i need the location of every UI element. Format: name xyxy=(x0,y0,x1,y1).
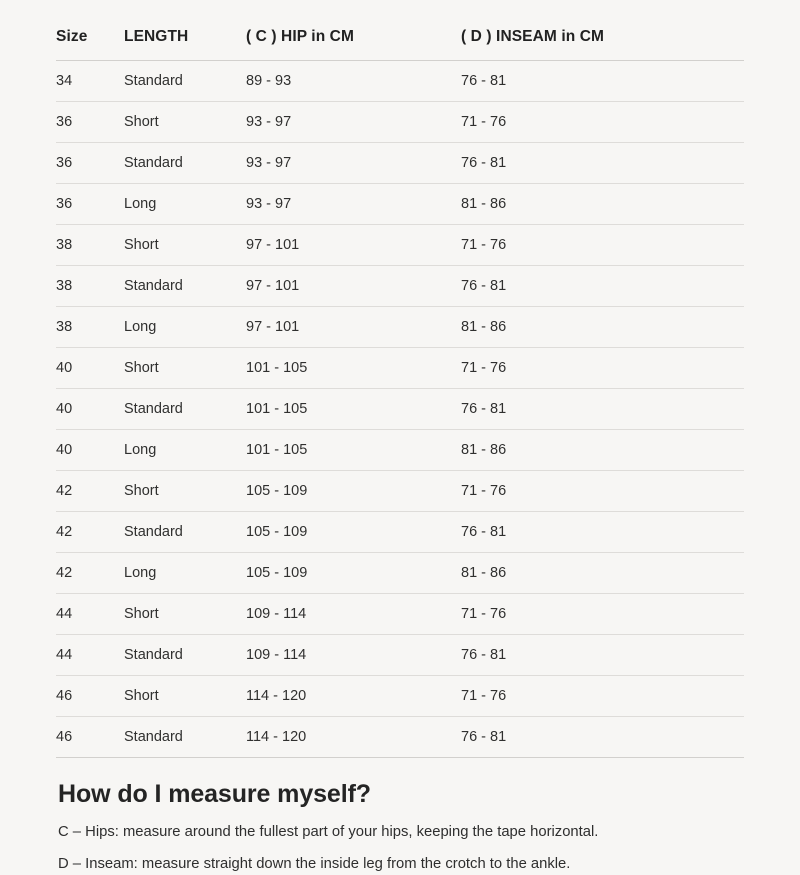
cell-size: 36 xyxy=(56,184,124,225)
table-row xyxy=(56,430,744,471)
column-header-length: LENGTH xyxy=(124,18,246,61)
column-header-size: Size xyxy=(56,18,124,61)
cell-hip: 114 - 120 xyxy=(246,676,461,717)
cell-inseam: 76 - 81 xyxy=(461,143,744,184)
table-header-row xyxy=(56,18,744,61)
cell-inseam: 71 - 76 xyxy=(461,471,744,512)
cell-hip: 89 - 93 xyxy=(246,61,461,102)
cell-inseam: 76 - 81 xyxy=(461,512,744,553)
table-row xyxy=(56,717,744,758)
cell-inseam: 71 - 76 xyxy=(461,594,744,635)
table-header xyxy=(56,18,744,61)
table-row xyxy=(56,676,744,717)
table-row xyxy=(56,389,744,430)
table-row xyxy=(56,348,744,389)
column-header-hip: ( C ) HIP in CM xyxy=(246,18,461,61)
table-row xyxy=(56,61,744,102)
cell-size: 44 xyxy=(56,635,124,676)
cell-hip: 105 - 109 xyxy=(246,553,461,594)
table-body xyxy=(56,61,744,758)
cell-size: 40 xyxy=(56,430,124,471)
cell-length: Standard xyxy=(124,512,246,553)
cell-inseam: 71 - 76 xyxy=(461,676,744,717)
table-row xyxy=(56,512,744,553)
cell-inseam: 71 - 76 xyxy=(461,102,744,143)
size-chart-table xyxy=(56,18,744,758)
cell-size: 34 xyxy=(56,61,124,102)
cell-length: Long xyxy=(124,553,246,594)
table-row xyxy=(56,635,744,676)
cell-length: Long xyxy=(124,307,246,348)
cell-inseam: 71 - 76 xyxy=(461,348,744,389)
cell-length: Standard xyxy=(124,61,246,102)
table-row xyxy=(56,184,744,225)
cell-length: Short xyxy=(124,594,246,635)
table-row xyxy=(56,471,744,512)
table-row xyxy=(56,266,744,307)
cell-length: Short xyxy=(124,676,246,717)
cell-length: Standard xyxy=(124,389,246,430)
cell-inseam: 76 - 81 xyxy=(461,389,744,430)
cell-size: 46 xyxy=(56,717,124,758)
cell-hip: 114 - 120 xyxy=(246,717,461,758)
cell-length: Standard xyxy=(124,143,246,184)
table-row xyxy=(56,594,744,635)
cell-size: 40 xyxy=(56,389,124,430)
measure-line-hips: C – Hips: measure around the fullest part of your hips, keeping the tape horizontal. xyxy=(58,824,599,840)
table-row xyxy=(56,307,744,348)
measure-heading: How do I measure myself? xyxy=(58,780,371,808)
cell-inseam: 76 - 81 xyxy=(461,61,744,102)
cell-inseam: 81 - 86 xyxy=(461,553,744,594)
cell-length: Long xyxy=(124,184,246,225)
cell-hip: 109 - 114 xyxy=(246,594,461,635)
cell-length: Short xyxy=(124,225,246,266)
cell-hip: 93 - 97 xyxy=(246,102,461,143)
cell-inseam: 71 - 76 xyxy=(461,225,744,266)
cell-hip: 97 - 101 xyxy=(246,266,461,307)
cell-hip: 101 - 105 xyxy=(246,430,461,471)
cell-length: Short xyxy=(124,348,246,389)
cell-hip: 101 - 105 xyxy=(246,348,461,389)
cell-size: 42 xyxy=(56,512,124,553)
cell-length: Short xyxy=(124,102,246,143)
cell-size: 38 xyxy=(56,266,124,307)
cell-size: 42 xyxy=(56,553,124,594)
cell-inseam: 76 - 81 xyxy=(461,717,744,758)
table-row xyxy=(56,143,744,184)
cell-inseam: 81 - 86 xyxy=(461,430,744,471)
cell-length: Short xyxy=(124,471,246,512)
cell-size: 38 xyxy=(56,307,124,348)
cell-size: 46 xyxy=(56,676,124,717)
cell-inseam: 81 - 86 xyxy=(461,307,744,348)
cell-size: 40 xyxy=(56,348,124,389)
cell-size: 44 xyxy=(56,594,124,635)
cell-size: 42 xyxy=(56,471,124,512)
column-header-inseam: ( D ) INSEAM in CM xyxy=(461,18,744,61)
cell-hip: 97 - 101 xyxy=(246,225,461,266)
cell-inseam: 76 - 81 xyxy=(461,635,744,676)
cell-size: 36 xyxy=(56,143,124,184)
cell-length: Standard xyxy=(124,266,246,307)
cell-hip: 97 - 101 xyxy=(246,307,461,348)
cell-hip: 101 - 105 xyxy=(246,389,461,430)
table-row xyxy=(56,225,744,266)
cell-hip: 109 - 114 xyxy=(246,635,461,676)
cell-inseam: 81 - 86 xyxy=(461,184,744,225)
cell-inseam: 76 - 81 xyxy=(461,266,744,307)
cell-hip: 105 - 109 xyxy=(246,471,461,512)
cell-hip: 93 - 97 xyxy=(246,143,461,184)
cell-size: 38 xyxy=(56,225,124,266)
cell-length: Standard xyxy=(124,635,246,676)
cell-hip: 93 - 97 xyxy=(246,184,461,225)
measure-line-inseam: D – Inseam: measure straight down the inside leg from the crotch to the ankle. xyxy=(58,855,571,872)
table-row xyxy=(56,553,744,594)
cell-length: Long xyxy=(124,430,246,471)
cell-length: Standard xyxy=(124,717,246,758)
cell-hip: 105 - 109 xyxy=(246,512,461,553)
cell-size: 36 xyxy=(56,102,124,143)
table-row xyxy=(56,102,744,143)
